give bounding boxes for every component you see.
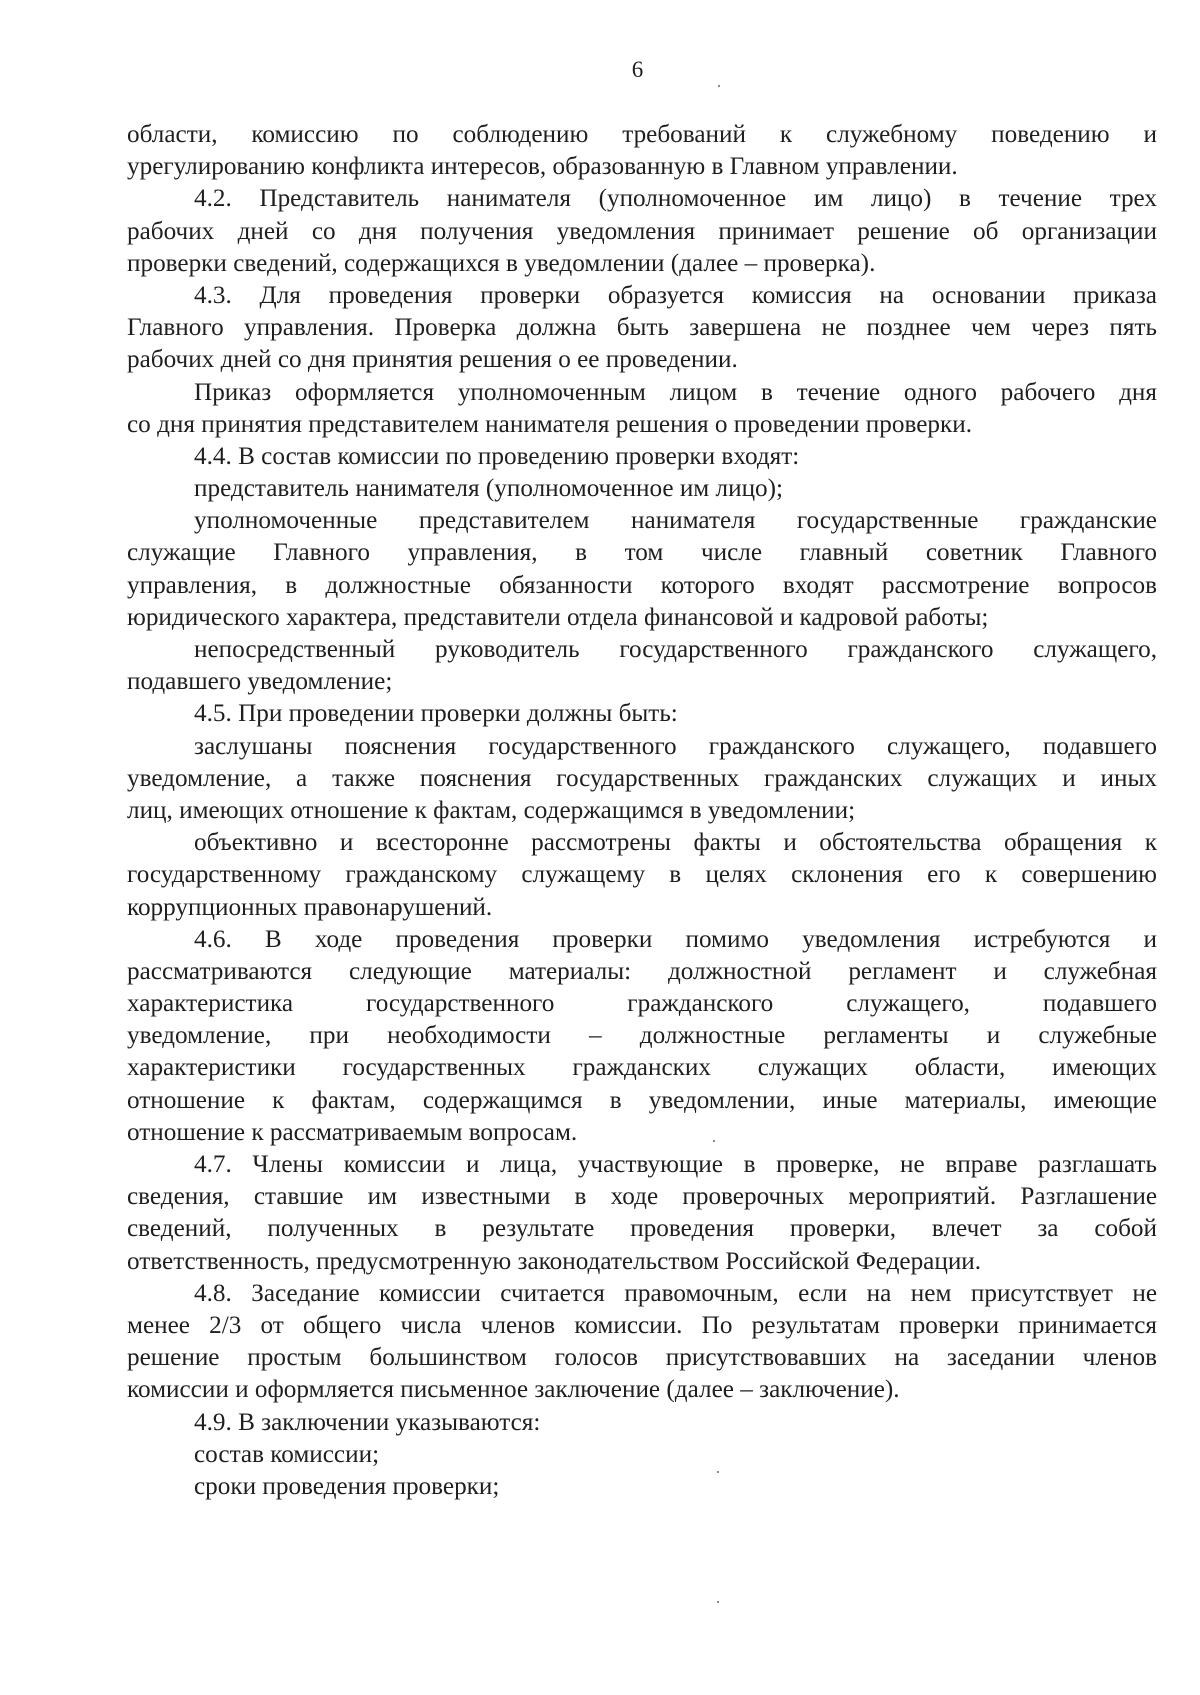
scan-speck: [713, 1140, 715, 1142]
text-line: проверки сведений, содержащихся в уведомлении (далее – проверка).: [127, 249, 876, 277]
text-line: состав комиссии;: [194, 1440, 380, 1468]
text-line: отношение к фактам, содержащимся в уведомлении, иные материалы, имеющие: [127, 1086, 1157, 1114]
text-line: 4.4. В состав комиссии по проведению проверки входят:: [194, 442, 800, 470]
text-line: Приказ оформляется уполномоченным лицом в течение одного рабочего дня: [194, 378, 1157, 406]
text-line: сроки проведения проверки;: [194, 1472, 500, 1500]
scan-speck: [718, 85, 720, 87]
text-line: юридического характера, представители отдела финансовой и кадровой работы;: [127, 603, 989, 631]
text-line: 4.6. В ходе проведения проверки помимо уведомления истребуются и: [194, 925, 1157, 953]
page-number: 6: [631, 57, 644, 82]
text-line: рассматриваются следующие материалы: должностной регламент и служебная: [127, 957, 1157, 985]
text-line: рабочих дней со дня принятия решения о ее проведении.: [127, 346, 738, 374]
text-line: служащие Главного управления, в том числе главный советник Главного: [127, 539, 1157, 567]
text-line: ответственность, предусмотренную законодательством Российской Федерации.: [127, 1247, 982, 1275]
text-line: со дня принятия представителем нанимателя решения о проведении проверки.: [127, 410, 972, 438]
document-body: [127, 119, 1157, 1503]
text-line: государственному гражданскому служащему в целях склонения его к совершению: [127, 861, 1157, 889]
text-line: уведомление, а также пояснения государственных гражданских служащих и иных: [127, 764, 1157, 792]
text-line: управления, в должностные обязанности которого входят рассмотрение вопросов: [127, 571, 1157, 599]
text-line: представитель нанимателя (уполномоченное им лицо);: [194, 475, 784, 503]
text-line: 4.3. Для проведения проверки образуется комиссия на основании приказа: [194, 281, 1157, 309]
text-line: 4.2. Представитель нанимателя (уполномоченное им лицо) в течение трех: [194, 185, 1157, 213]
text-line: сведений, полученных в результате проведения проверки, влечет за собой: [127, 1215, 1157, 1243]
text-line: характеристика государственного гражданского служащего, подавшего: [127, 990, 1157, 1018]
text-line: 4.9. В заключении указываются:: [194, 1408, 541, 1436]
text-line: коррупционных правонарушений.: [127, 893, 493, 921]
text-line: заслушаны пояснения государственного гражданского служащего, подавшего: [194, 732, 1157, 760]
scan-speck: [717, 1601, 719, 1603]
scan-speck: [717, 1471, 719, 1473]
text-line: урегулированию конфликта интересов, образованную в Главном управлении.: [127, 153, 958, 181]
text-line: сведения, ставшие им известными в ходе проверочных мероприятий. Разглашение: [127, 1183, 1157, 1211]
text-line: подавшего уведомление;: [127, 668, 393, 696]
text-line: характеристики государственных гражданских служащих области, имеющих: [127, 1054, 1157, 1082]
text-line: непосредственный руководитель государственного гражданского служащего,: [194, 636, 1157, 663]
text-line: рабочих дней со дня получения уведомления принимает решение об организации: [127, 217, 1157, 245]
text-line: менее 2/3 от общего числа членов комиссии. По результатам проверки принимается: [127, 1311, 1157, 1339]
text-line: области, комиссию по соблюдению требований к служебному поведению и: [127, 121, 1157, 148]
text-line: 4.7. Члены комиссии и лица, участвующие в проверке, не вправе разглашать: [194, 1151, 1157, 1178]
text-line: объективно и всесторонне рассмотрены факты и обстоятельства обращения к: [194, 829, 1157, 857]
text-line: 4.5. При проведении проверки должны быть:: [194, 700, 678, 728]
text-line: комиссии и оформляется письменное заключение (далее – заключение).: [127, 1376, 900, 1404]
text-line: уполномоченные представителем нанимателя государственные гражданские: [194, 507, 1157, 535]
text-line: лиц, имеющих отношение к фактам, содержащимся в уведомлении;: [127, 796, 856, 824]
text-line: решение простым большинством голосов присутствовавших на заседании членов: [127, 1344, 1157, 1372]
text-line: отношение к рассматриваемым вопросам.: [127, 1118, 578, 1146]
text-line: уведомление, при необходимости – должностные регламенты и служебные: [127, 1022, 1157, 1050]
text-line: 4.8. Заседание комиссии считается правомочным, если на нем присутствует не: [194, 1279, 1157, 1307]
text-line: Главного управления. Проверка должна быть завершена не позднее чем через пять: [127, 314, 1157, 342]
